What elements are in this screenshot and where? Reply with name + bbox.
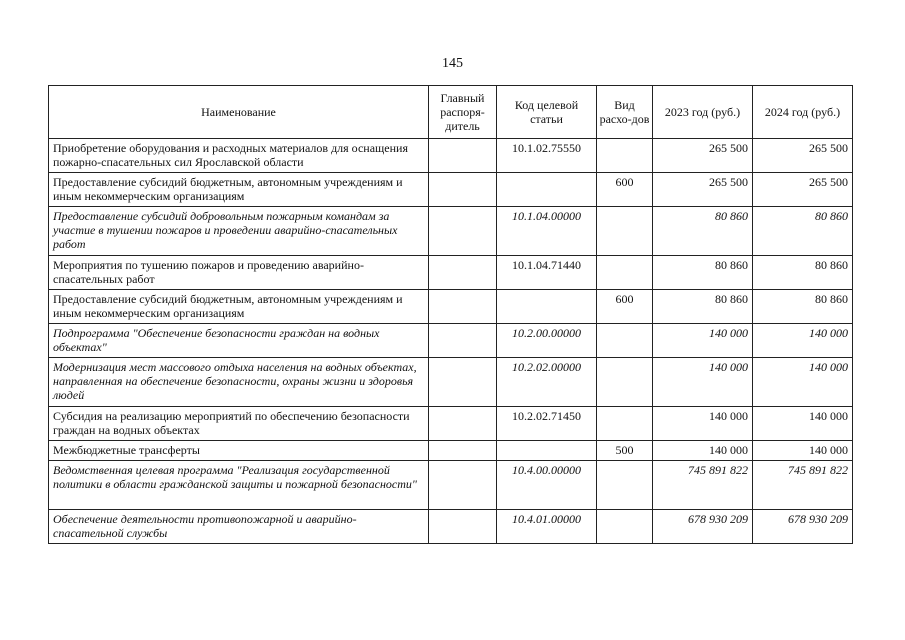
header-manager: Главный распоря-дитель: [429, 86, 497, 139]
row-code-cell: 10.2.02.00000: [497, 358, 597, 407]
row-amount-2023-cell: 80 860: [653, 290, 753, 324]
table-row: [49, 173, 853, 207]
table-row: [49, 441, 853, 461]
row-manager-cell: [429, 290, 497, 324]
table-header-row: [49, 86, 853, 139]
row-code-cell: [497, 441, 597, 461]
budget-table: [48, 85, 853, 544]
row-manager-cell: [429, 510, 497, 544]
row-amount-2024-cell: 80 860: [753, 290, 853, 324]
row-code-cell: 10.2.02.71450: [497, 407, 597, 441]
row-amount-2024-cell: 80 860: [753, 256, 853, 290]
row-manager-cell: [429, 256, 497, 290]
row-amount-2024-cell: 678 930 209: [753, 510, 853, 544]
row-expense-type-cell: [597, 407, 653, 441]
row-name-cell: Субсидия на реализацию мероприятий по обеспечению безопасности граждан на водных объектах: [49, 407, 429, 441]
row-expense-type-cell: [597, 256, 653, 290]
table-row: [49, 207, 853, 256]
table-row: [49, 256, 853, 290]
row-name-cell: Подпрограмма "Обеспечение безопасности граждан на водных объектах": [49, 324, 429, 358]
row-expense-type-cell: [597, 324, 653, 358]
table-row: [49, 510, 853, 544]
table-row: [49, 461, 853, 510]
row-name-cell: Межбюджетные трансферты: [49, 441, 429, 461]
row-amount-2023-cell: 80 860: [653, 256, 753, 290]
row-manager-cell: [429, 407, 497, 441]
row-code-cell: [497, 173, 597, 207]
row-manager-cell: [429, 139, 497, 173]
row-expense-type-cell: [597, 510, 653, 544]
row-manager-cell: [429, 207, 497, 256]
row-code-cell: 10.2.00.00000: [497, 324, 597, 358]
row-name-cell: Приобретение оборудования и расходных материалов для оснащения пожарно-спасательных сил Ярославской области: [49, 139, 429, 173]
row-name-cell: Мероприятия по тушению пожаров и проведению аварийно-спасательных работ: [49, 256, 429, 290]
header-expense-type: Вид расхо-дов: [597, 86, 653, 139]
row-amount-2024-cell: 80 860: [753, 207, 853, 256]
header-year-2023: 2023 год (руб.): [653, 86, 753, 139]
row-expense-type-cell: 600: [597, 290, 653, 324]
row-amount-2023-cell: 140 000: [653, 358, 753, 407]
row-name-cell: Обеспечение деятельности противопожарной и аварийно-спасательной службы: [49, 510, 429, 544]
row-code-cell: 10.4.01.00000: [497, 510, 597, 544]
page-number: 145: [442, 56, 463, 71]
table-body: [49, 139, 853, 544]
row-name-cell: Модернизация мест массового отдыха населения на водных объектах, направленная на обеспечение безопасности, охраны жизни и здоровья людей: [49, 358, 429, 407]
row-amount-2023-cell: 80 860: [653, 207, 753, 256]
row-amount-2023-cell: 745 891 822: [653, 461, 753, 510]
table-row: [49, 324, 853, 358]
row-manager-cell: [429, 173, 497, 207]
row-amount-2023-cell: 265 500: [653, 139, 753, 173]
row-expense-type-cell: [597, 207, 653, 256]
row-amount-2023-cell: 265 500: [653, 173, 753, 207]
row-amount-2023-cell: 678 930 209: [653, 510, 753, 544]
row-name-cell: Предоставление субсидий бюджетным, автономным учреждениям и иным некоммерческим организациям: [49, 290, 429, 324]
row-expense-type-cell: [597, 461, 653, 510]
table-row: [49, 290, 853, 324]
header-target-code: Код целевой статьи: [497, 86, 597, 139]
row-amount-2023-cell: 140 000: [653, 441, 753, 461]
table-row: [49, 139, 853, 173]
row-amount-2024-cell: 140 000: [753, 441, 853, 461]
row-code-cell: 10.1.02.75550: [497, 139, 597, 173]
row-code-cell: 10.4.00.00000: [497, 461, 597, 510]
row-name-cell: Ведомственная целевая программа "Реализация государственной политики в области гражданской защиты и пожарной безопасности": [49, 461, 429, 510]
table-row: [49, 407, 853, 441]
row-code-cell: 10.1.04.00000: [497, 207, 597, 256]
row-amount-2023-cell: 140 000: [653, 407, 753, 441]
row-amount-2024-cell: 265 500: [753, 139, 853, 173]
row-code-cell: [497, 290, 597, 324]
row-expense-type-cell: 500: [597, 441, 653, 461]
row-amount-2024-cell: 140 000: [753, 358, 853, 407]
row-amount-2024-cell: 140 000: [753, 407, 853, 441]
row-expense-type-cell: 600: [597, 173, 653, 207]
row-manager-cell: [429, 358, 497, 407]
row-amount-2023-cell: 140 000: [653, 324, 753, 358]
row-manager-cell: [429, 461, 497, 510]
row-code-cell: 10.1.04.71440: [497, 256, 597, 290]
row-name-cell: Предоставление субсидий добровольным пожарным командам за участие в тушении пожаров и проведении аварийно-спасательных работ: [49, 207, 429, 256]
row-manager-cell: [429, 324, 497, 358]
row-expense-type-cell: [597, 358, 653, 407]
header-name: Наименование: [49, 86, 429, 139]
row-manager-cell: [429, 441, 497, 461]
row-name-cell: Предоставление субсидий бюджетным, автономным учреждениям и иным некоммерческим организациям: [49, 173, 429, 207]
row-amount-2024-cell: 265 500: [753, 173, 853, 207]
row-amount-2024-cell: 745 891 822: [753, 461, 853, 510]
row-amount-2024-cell: 140 000: [753, 324, 853, 358]
header-year-2024: 2024 год (руб.): [753, 86, 853, 139]
table-row: [49, 358, 853, 407]
row-expense-type-cell: [597, 139, 653, 173]
